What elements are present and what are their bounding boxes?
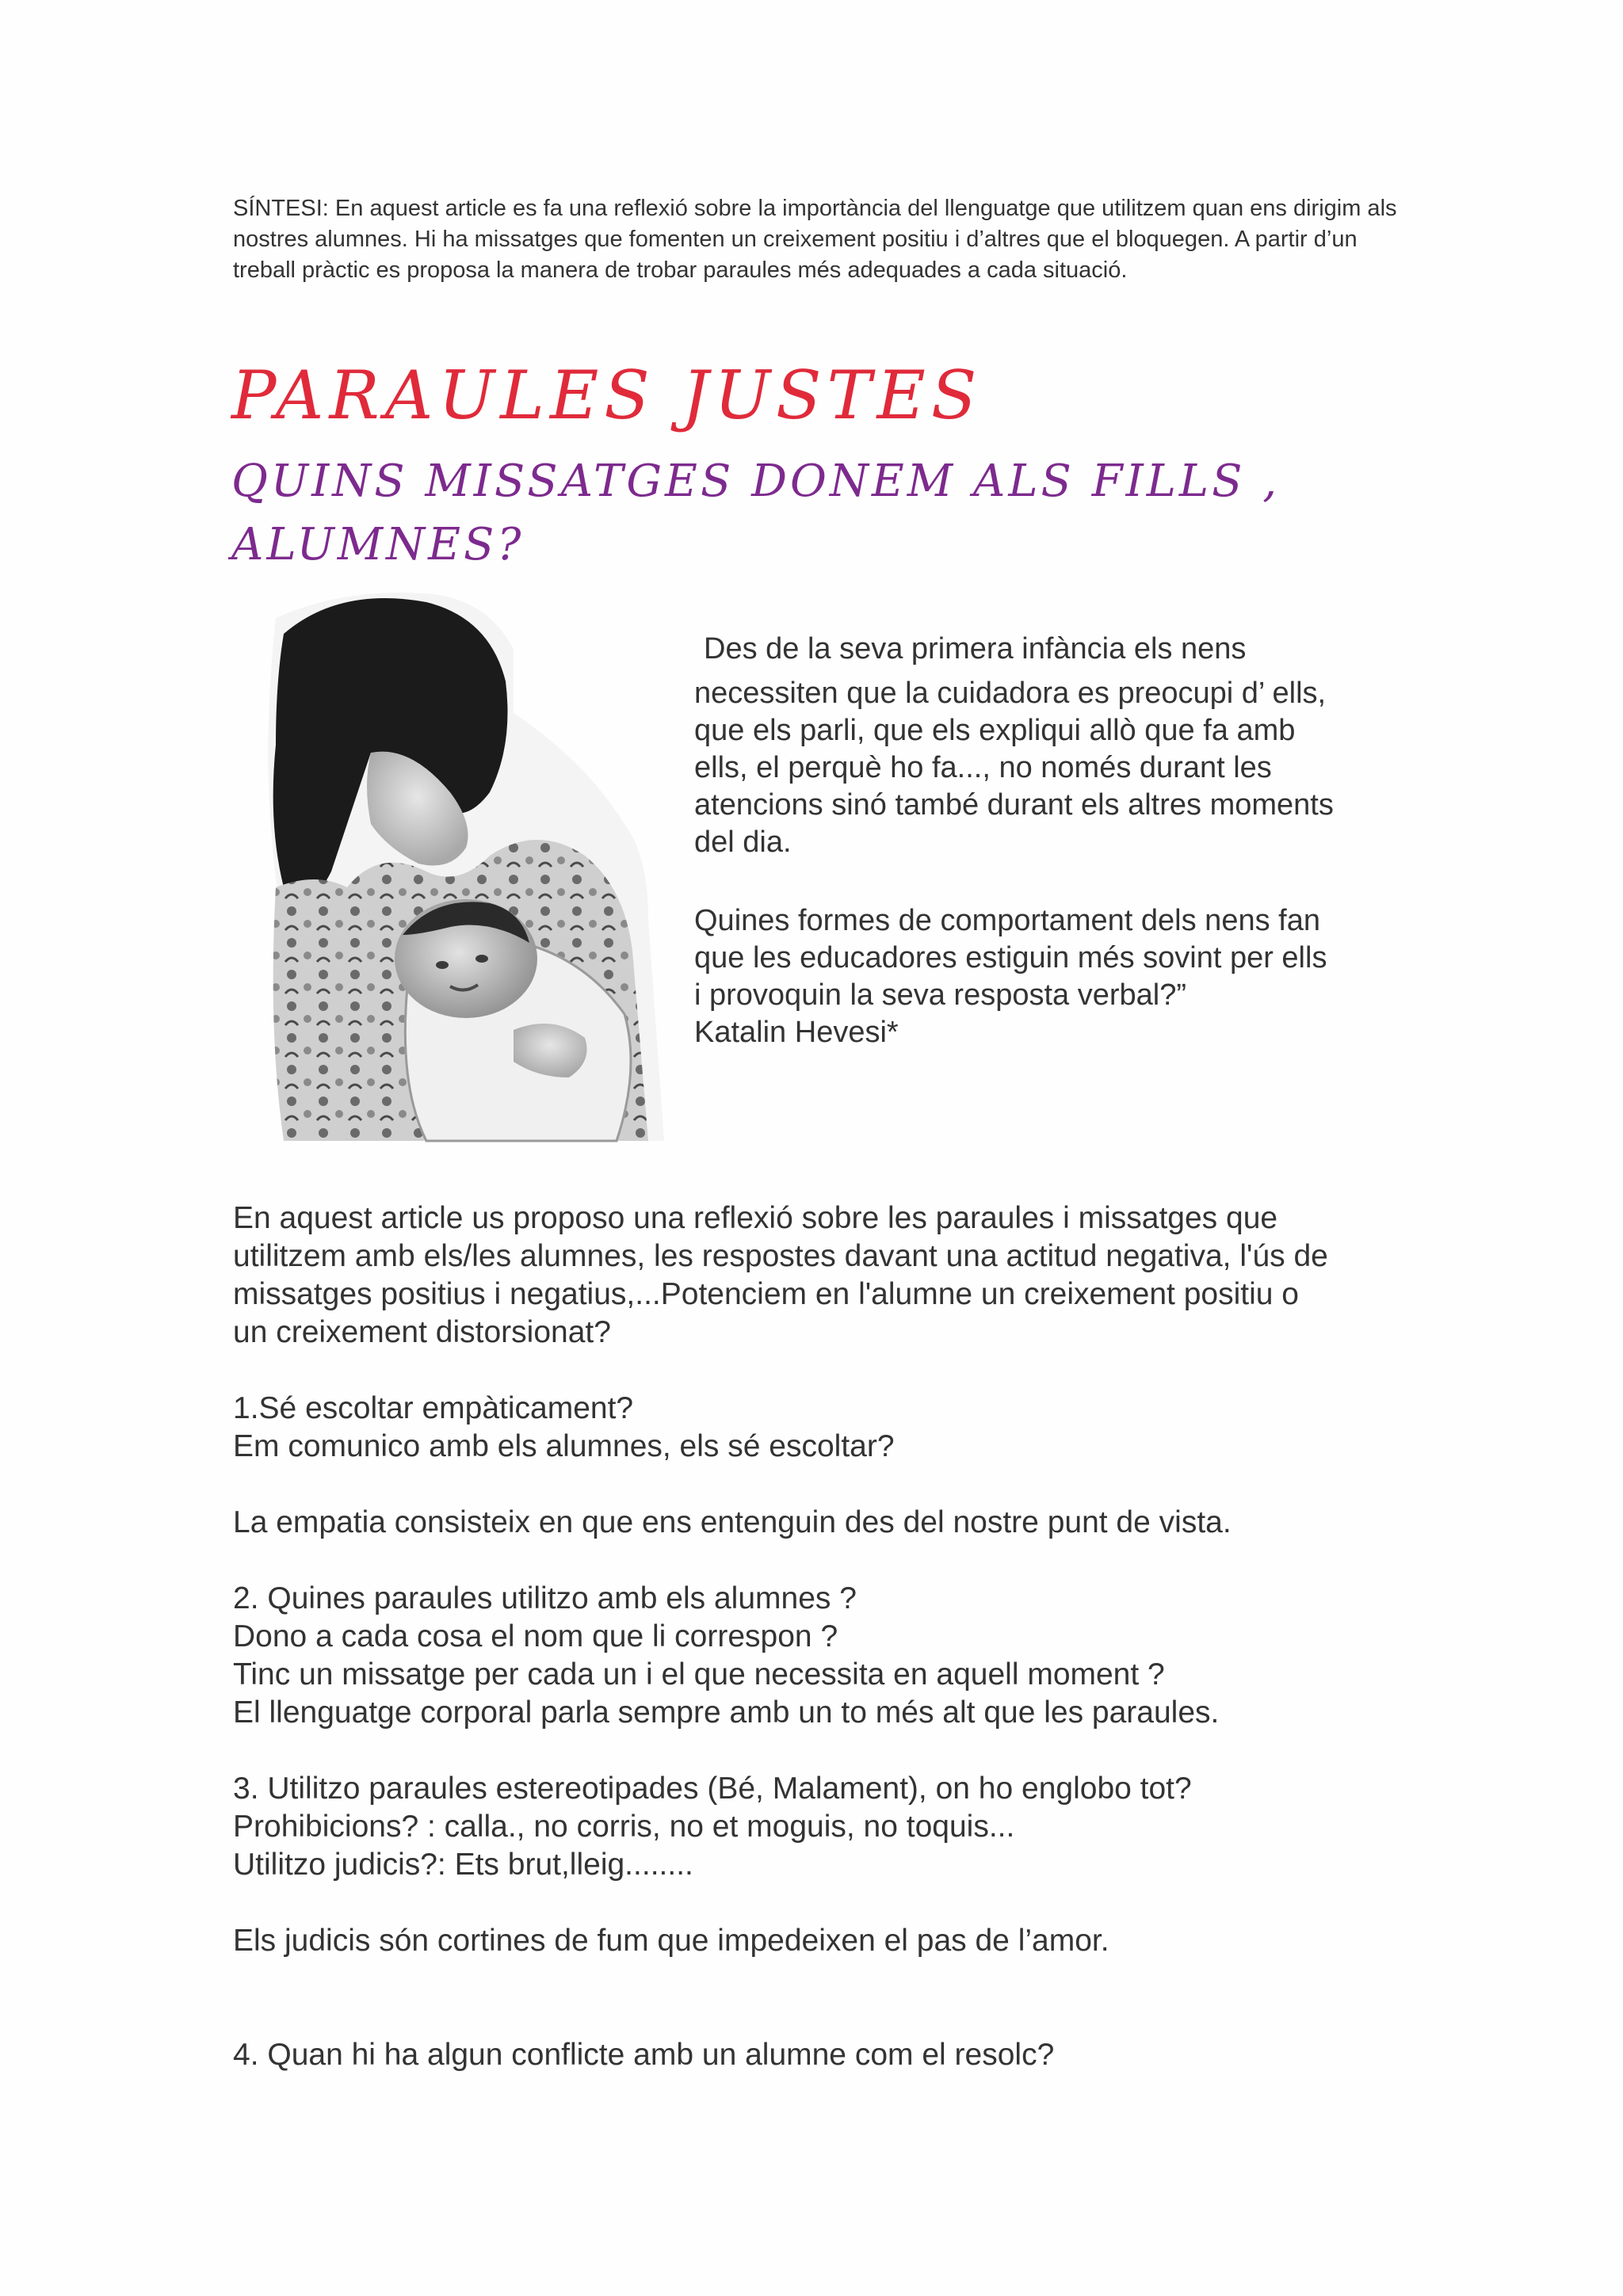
intro-line: En aquest article us proposo una reflexió sobre les paraules i missatges que — [233, 1201, 1278, 1235]
question-2-heading: 2. Quines paraules utilitzo amb els alumnes ? — [233, 1581, 857, 1615]
intro-line: utilitzem amb els/les alumnes, les respostes davant una actitud negativa, l'ús de — [233, 1239, 1328, 1273]
quote-line: ells, el perquè ho fa..., no només durant les — [694, 751, 1272, 784]
quote-line: atencions sinó també durant els altres moments — [694, 788, 1334, 822]
question-2-line: El llenguatge corporal parla sempre amb un to més alt que les paraules. — [233, 1695, 1220, 1730]
quote-line: que les educadores estiguin més sovint per ells — [694, 941, 1327, 974]
article-body — [233, 1199, 1422, 2074]
quote-line: necessiten que la cuidadora es preocupi d’ ells, — [694, 677, 1327, 710]
question-3-note: Els judicis són cortines de fum que impedeixen el pas de l’amor. — [233, 1924, 1109, 1958]
question-3-line: Utilitzo judicis?: Ets brut,lleig........ — [233, 1848, 693, 1882]
question-1-line: Em comunico amb els alumnes, els sé escoltar? — [233, 1429, 895, 1463]
quote-line: Quines formes de comportament dels nens fan — [694, 904, 1320, 937]
question-1-heading: 1.Sé escoltar empàticament? — [233, 1391, 634, 1425]
synthesis-paragraph: SÍNTESI: En aquest article es fa una reflexió sobre la importància del llenguatge que utilitzem quan ens dirigim als nostres alumnes. Hi ha missatges que fomenten un creixement positiu i d’altres que el bloquegen. A partir d’un treball pràctic es proposa la manera de trobar paraules més adequades a cada situació. — [233, 196, 1397, 283]
question-3-heading: 3. Utilitzo paraules estereotipades (Bé, Malament), on ho englobo tot? — [233, 1772, 1192, 1806]
quote-line: que els parli, que els expliqui allò que fa amb — [694, 714, 1296, 747]
intro-line: un creixement distorsionat? — [233, 1315, 611, 1349]
article-subtitle: QUINS MISSATGES DONEM ALS FILLS , ALUMNES? — [231, 456, 1281, 570]
quote-line: Des de la seva primera infància els nens — [704, 632, 1247, 666]
mother-and-baby-photo — [252, 586, 672, 1149]
question-3-line: Prohibicions? : calla., no corris, no et moguis, no toquis... — [233, 1810, 1015, 1844]
question-2-line: Dono a cada cosa el nom que li correspon ? — [233, 1619, 838, 1653]
quote-author: Katalin Hevesi* — [694, 1016, 899, 1049]
question-4-heading: 4. Quan hi ha algun conflicte amb un alumne com el resolc? — [233, 2038, 1055, 2072]
katalin-hevesi-quote — [694, 631, 1423, 1051]
article-title: PARAULES JUSTES — [231, 357, 983, 434]
quote-line: del dia. — [694, 826, 792, 859]
intro-line: missatges positius i negatius,...Potenciem en l'alumne un creixement positiu o — [233, 1277, 1299, 1311]
question-2-line: Tinc un missatge per cada un i el que necessita en aquell moment ? — [233, 1657, 1165, 1691]
question-1-note: La empatia consisteix en que ens entenguin des del nostre punt de vista. — [233, 1505, 1232, 1539]
quote-line: i provoquin la seva resposta verbal?” — [694, 978, 1187, 1012]
